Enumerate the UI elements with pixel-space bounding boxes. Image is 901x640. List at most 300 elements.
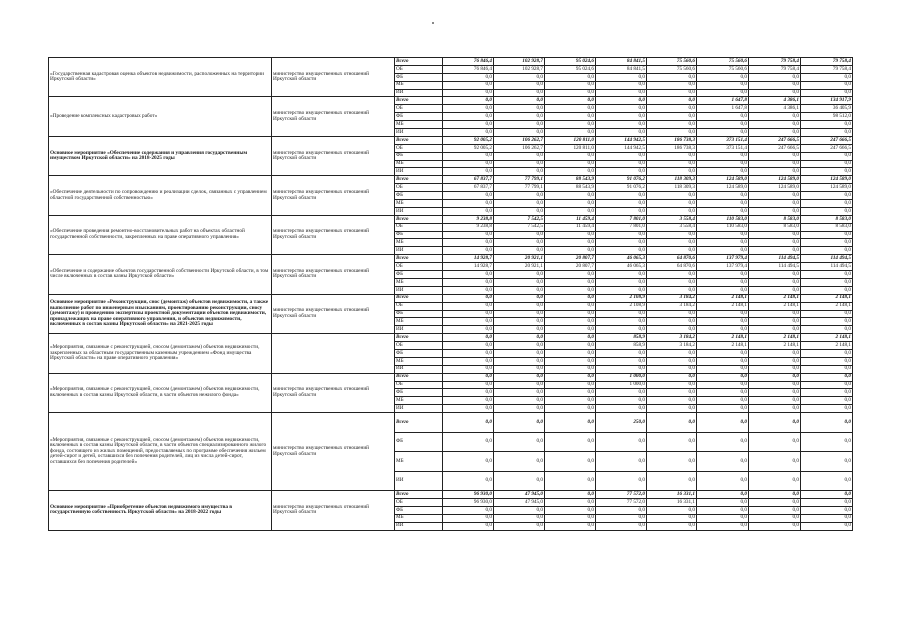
amount-cell: 0,0 (545, 397, 596, 405)
amount-cell: 0,0 (596, 81, 647, 89)
amount-cell: 0,0 (647, 405, 697, 413)
funding-source: Всего (395, 97, 443, 105)
amount-cell: 120 811,0 (545, 136, 596, 144)
amount-cell: 0,0 (749, 452, 801, 472)
amount-cell: 0,0 (443, 207, 494, 215)
amount-cell: 102 928,7 (494, 58, 545, 66)
amount-cell: 0,0 (443, 334, 494, 342)
amount-cell: 124 589,0 (749, 176, 801, 184)
amount-cell: 0,0 (749, 310, 801, 318)
amount-cell: 0,0 (443, 89, 494, 97)
amount-cell: 79 758,4 (749, 58, 801, 66)
amount-cell: 2 148,1 (749, 342, 801, 350)
amount-cell: 0,0 (596, 286, 647, 294)
amount-cell: 84 841,5 (596, 65, 647, 73)
activity-name: «Проведение комплексных кадастровых работ» (49, 97, 272, 136)
table-row (49, 373, 853, 381)
amount-cell: 0,0 (494, 121, 545, 129)
funding-source: ФБ (395, 152, 443, 160)
amount-cell: 0,0 (494, 286, 545, 294)
amount-cell: 0,0 (545, 389, 596, 397)
amount-cell: 0,0 (545, 357, 596, 365)
amount-cell: 0,0 (596, 310, 647, 318)
funding-source: Всего (395, 58, 443, 66)
amount-cell: 0,0 (647, 73, 697, 81)
amount-cell: 0,0 (697, 239, 749, 247)
funding-source: ОБ (395, 498, 443, 506)
amount-cell: 0,0 (697, 318, 749, 326)
responsible-executor: министерство имущественных отношений Иркутской области (272, 136, 395, 175)
responsible-executor: министерство имущественных отношений Иркутской области (272, 58, 395, 97)
activity-name: Основное мероприятие «Обеспечение содержания и управления государственным имуществом Иркутской области» на 2018-2025 годы (49, 136, 272, 175)
amount-cell: 0,0 (697, 471, 749, 491)
amount-cell: 0,0 (801, 271, 853, 279)
amount-cell: 4 386,1 (749, 97, 801, 105)
amount-cell: 3 184,2 (647, 334, 697, 342)
amount-cell: 0,0 (801, 160, 853, 168)
amount-cell: 0,0 (697, 310, 749, 318)
amount-cell: 0,0 (596, 152, 647, 160)
activity-name: «Государственная кадастровая оценка объектов недвижимости, расположенных на территории Иркутской области» (49, 58, 272, 97)
amount-cell: 0,0 (647, 192, 697, 200)
amount-cell: 0,0 (494, 471, 545, 491)
amount-cell: 0,0 (801, 365, 853, 373)
amount-cell: 14 928,7 (443, 255, 494, 263)
responsible-executor: министерство имущественных отношений Иркутской области (272, 255, 395, 294)
amount-cell: 8 583,0 (749, 223, 801, 231)
amount-cell: 0,0 (697, 200, 749, 208)
amount-cell: 0,0 (443, 310, 494, 318)
amount-cell: 0,0 (647, 121, 697, 129)
amount-cell: 0,0 (647, 471, 697, 491)
amount-cell: 106 262,7 (494, 144, 545, 152)
amount-cell: 47 945,0 (494, 491, 545, 499)
amount-cell: 0,0 (697, 432, 749, 452)
amount-cell: 0,0 (801, 318, 853, 326)
amount-cell: 0,0 (801, 397, 853, 405)
amount-cell: 0,0 (647, 278, 697, 286)
amount-cell: 0,0 (545, 294, 596, 302)
amount-cell: 3 558,4 (647, 223, 697, 231)
amount-cell: 0,0 (596, 452, 647, 472)
amount-cell: 46 065,3 (596, 255, 647, 263)
amount-cell: 79 758,4 (801, 65, 853, 73)
amount-cell: 0,0 (545, 413, 596, 433)
funding-source: ОБ (395, 381, 443, 389)
amount-cell: 0,0 (596, 271, 647, 279)
amount-cell: 0,0 (749, 207, 801, 215)
funding-source: МБ (395, 200, 443, 208)
amount-cell: 0,0 (545, 405, 596, 413)
amount-cell: 0,0 (647, 113, 697, 121)
amount-cell: 0,0 (494, 231, 545, 239)
amount-cell: 0,0 (494, 522, 545, 530)
responsible-executor: министерство имущественных отношений Иркутской области (272, 97, 395, 136)
amount-cell: 0,0 (749, 318, 801, 326)
amount-cell: 0,0 (545, 506, 596, 514)
amount-cell: 0,0 (443, 200, 494, 208)
amount-cell: 114 494,5 (749, 263, 801, 271)
amount-cell: 2 148,1 (749, 302, 801, 310)
amount-cell: 9 238,8 (443, 223, 494, 231)
amount-cell: 0,0 (749, 231, 801, 239)
amount-cell: 2 148,1 (801, 294, 853, 302)
amount-cell: 0,0 (494, 129, 545, 137)
amount-cell: 110 583,0 (697, 223, 749, 231)
amount-cell: 0,0 (801, 349, 853, 357)
amount-cell: 0,0 (749, 514, 801, 522)
amount-cell: 0,0 (697, 73, 749, 81)
amount-cell: 0,0 (596, 239, 647, 247)
activity-name: «Мероприятия, связанные с реконструкцией, сносом (демонтажем) объектов недвижимости, включенных в состав казны Иркутской области, в части объектов специализированного жилого фонда, состоящего из жилых помещений, предоставляемых по программе обеспечения жильем детей-сирот и детей, оставшихся без попечения родителей, лиц из числа детей-сирот, оставшихся без попечения родителей» (49, 413, 272, 491)
amount-cell: 77 572,0 (596, 491, 647, 499)
amount-cell: 0,0 (443, 160, 494, 168)
amount-cell: 0,0 (545, 334, 596, 342)
amount-cell: 0,0 (443, 168, 494, 176)
amount-cell: 0,0 (749, 381, 801, 389)
amount-cell: 0,0 (647, 326, 697, 334)
amount-cell: 0,0 (494, 247, 545, 255)
amount-cell: 0,0 (697, 89, 749, 97)
amount-cell: 247 666,5 (749, 144, 801, 152)
amount-cell: 0,0 (749, 326, 801, 334)
amount-cell: 0,0 (443, 271, 494, 279)
amount-cell: 0,0 (647, 168, 697, 176)
amount-cell: 0,0 (697, 413, 749, 433)
amount-cell: 0,0 (697, 192, 749, 200)
amount-cell: 0,0 (545, 89, 596, 97)
amount-cell: 0,0 (545, 192, 596, 200)
amount-cell: 0,0 (545, 286, 596, 294)
amount-cell: 0,0 (749, 81, 801, 89)
amount-cell: 75 560,6 (647, 58, 697, 66)
amount-cell: 0,0 (494, 389, 545, 397)
amount-cell: 2 108,9 (596, 294, 647, 302)
funding-source: Всего (395, 294, 443, 302)
funding-source: Всего (395, 215, 443, 223)
amount-cell: 110 583,0 (697, 215, 749, 223)
amount-cell: 0,0 (647, 514, 697, 522)
funding-source: ФБ (395, 271, 443, 279)
responsible-executor: министерство имущественных отношений Иркутской области (272, 373, 395, 412)
amount-cell: 0,0 (697, 349, 749, 357)
amount-cell: 0,0 (749, 506, 801, 514)
funding-source: ИИ (395, 326, 443, 334)
amount-cell: 137 979,4 (697, 263, 749, 271)
amount-cell: 8 583,0 (801, 223, 853, 231)
amount-cell: 0,0 (596, 105, 647, 113)
funding-source: ФБ (395, 432, 443, 452)
amount-cell: 0,0 (801, 498, 853, 506)
amount-cell: 0,0 (647, 247, 697, 255)
activity-name: «Обеспечение деятельности по сопровождению и реализации сделок, связанных с управлением областной государственной собственностью» (49, 176, 272, 215)
amount-cell: 0,0 (494, 381, 545, 389)
amount-cell: 0,0 (647, 286, 697, 294)
amount-cell: 0,0 (647, 271, 697, 279)
amount-cell: 0,0 (545, 152, 596, 160)
amount-cell: 0,0 (801, 278, 853, 286)
amount-cell: 0,0 (801, 121, 853, 129)
amount-cell: 0,0 (801, 129, 853, 137)
amount-cell: 0,0 (494, 506, 545, 514)
amount-cell: 0,0 (545, 342, 596, 350)
amount-cell: 0,0 (443, 349, 494, 357)
amount-cell: 92 005,2 (443, 136, 494, 144)
amount-cell: 0,0 (749, 192, 801, 200)
amount-cell: 0,0 (647, 160, 697, 168)
amount-cell: 0,0 (494, 81, 545, 89)
amount-cell: 0,0 (647, 357, 697, 365)
amount-cell: 95 024,6 (545, 58, 596, 66)
funding-source: ФБ (395, 231, 443, 239)
activity-name: «Мероприятия, связанные с реконструкцией, сносом (демонтажем) объектов недвижимости, включенных в состав казны Иркутской области, в части объектов нежилого фонда» (49, 373, 272, 412)
amount-cell: 0,0 (545, 247, 596, 255)
amount-cell: 0,0 (494, 239, 545, 247)
amount-cell: 0,0 (647, 349, 697, 357)
amount-cell: 0,0 (647, 97, 697, 105)
amount-cell: 0,0 (749, 247, 801, 255)
amount-cell: 124 589,0 (697, 176, 749, 184)
amount-cell: 91 076,2 (596, 184, 647, 192)
amount-cell: 1 647,8 (697, 97, 749, 105)
responsible-executor: министерство имущественных отношений Иркутской области (272, 413, 395, 491)
table-row (49, 294, 853, 302)
amount-cell: 0,0 (801, 168, 853, 176)
funding-source: ФБ (395, 389, 443, 397)
amount-cell: 0,0 (697, 129, 749, 137)
amount-cell: 0,0 (596, 365, 647, 373)
amount-cell: 7 801,0 (596, 215, 647, 223)
funding-source: ФБ (395, 73, 443, 81)
amount-cell: 0,0 (749, 121, 801, 129)
funding-source: Всего (395, 373, 443, 381)
amount-cell: 0,0 (443, 522, 494, 530)
funding-source: Всего (395, 136, 443, 144)
amount-cell: 0,0 (443, 413, 494, 433)
amount-cell: 77 799,1 (494, 176, 545, 184)
funding-source: МБ (395, 318, 443, 326)
amount-cell: 77 799,1 (494, 184, 545, 192)
amount-cell: 96 930,0 (443, 491, 494, 499)
amount-cell: 0,0 (647, 81, 697, 89)
amount-cell: 0,0 (801, 413, 853, 433)
funding-source: ОБ (395, 223, 443, 231)
amount-cell: 0,0 (697, 81, 749, 89)
amount-cell: 3 558,4 (647, 215, 697, 223)
activity-name: Основное мероприятие «Реконструкция, снос (демонтаж) объектов недвижимости, а также выполнение работ по инженерным изысканиям, проектированию реконструкции, сносу (демонтажу) и проведению экспертизы проектной документации объектов недвижимости, принадлежащих на праве оперативного управления, и объектов недвижимости, включенных в состав казны Иркутской области» на 2021-2025 годы (49, 294, 272, 333)
amount-cell: 0,0 (443, 97, 494, 105)
amount-cell: 0,0 (443, 357, 494, 365)
amount-cell: 1 000,0 (596, 381, 647, 389)
amount-cell: 0,0 (647, 200, 697, 208)
amount-cell: 0,0 (801, 506, 853, 514)
amount-cell: 11 459,4 (545, 223, 596, 231)
amount-cell: 0,0 (697, 271, 749, 279)
amount-cell: 0,0 (801, 405, 853, 413)
amount-cell: 8 583,0 (801, 215, 853, 223)
amount-cell: 0,0 (697, 160, 749, 168)
amount-cell: 0,0 (596, 506, 647, 514)
amount-cell: 0,0 (494, 278, 545, 286)
funding-source: Всего (395, 413, 443, 433)
amount-cell: 0,0 (749, 522, 801, 530)
funding-source: ИИ (395, 89, 443, 97)
amount-cell: 0,0 (801, 452, 853, 472)
amount-cell: 0,0 (494, 310, 545, 318)
amount-cell: 79 758,4 (801, 58, 853, 66)
amount-cell: 0,0 (494, 105, 545, 113)
amount-cell: 77 572,0 (596, 498, 647, 506)
amount-cell: 3 184,2 (647, 342, 697, 350)
amount-cell: 0,0 (749, 365, 801, 373)
amount-cell: 0,0 (596, 113, 647, 121)
amount-cell: 0,0 (494, 113, 545, 121)
amount-cell: 0,0 (749, 413, 801, 433)
amount-cell: 102 928,7 (494, 65, 545, 73)
amount-cell: 0,0 (697, 522, 749, 530)
amount-cell: 0,0 (697, 373, 749, 381)
amount-cell: 250,0 (596, 413, 647, 433)
amount-cell: 0,0 (801, 357, 853, 365)
amount-cell: 0,0 (545, 302, 596, 310)
amount-cell: 0,0 (596, 160, 647, 168)
amount-cell: 0,0 (545, 160, 596, 168)
amount-cell: 0,0 (801, 152, 853, 160)
amount-cell: 186 738,3 (647, 144, 697, 152)
amount-cell: 106 262,7 (494, 136, 545, 144)
amount-cell: 0,0 (596, 471, 647, 491)
amount-cell: 0,0 (749, 373, 801, 381)
amount-cell: 0,0 (494, 334, 545, 342)
amount-cell: 0,0 (494, 207, 545, 215)
amount-cell: 2 108,9 (596, 302, 647, 310)
funding-source: Всего (395, 176, 443, 184)
funding-source: ОБ (395, 105, 443, 113)
amount-cell: 858,9 (596, 342, 647, 350)
amount-cell: 0,0 (749, 405, 801, 413)
amount-cell: 0,0 (443, 152, 494, 160)
amount-cell: 0,0 (494, 200, 545, 208)
amount-cell: 118 309,3 (647, 184, 697, 192)
amount-cell: 2 148,1 (749, 334, 801, 342)
amount-cell: 0,0 (443, 129, 494, 137)
amount-cell: 0,0 (697, 452, 749, 472)
amount-cell: 11 459,4 (545, 215, 596, 223)
amount-cell: 0,0 (596, 129, 647, 137)
amount-cell: 124 589,0 (697, 184, 749, 192)
activity-name: «Обеспечение и содержание объектов государственной собственности Иркутской области, в том числе включенных в состав казны Иркутской области» (49, 255, 272, 294)
amount-cell: 0,0 (801, 286, 853, 294)
amount-cell: 3 184,2 (647, 302, 697, 310)
amount-cell: 373 151,4 (697, 136, 749, 144)
funding-source: МБ (395, 514, 443, 522)
amount-cell: 0,0 (494, 73, 545, 81)
amount-cell: 0,0 (647, 432, 697, 452)
funding-source: ОБ (395, 263, 443, 271)
amount-cell: 0,0 (801, 247, 853, 255)
amount-cell: 0,0 (749, 357, 801, 365)
funding-source: ФБ (395, 349, 443, 357)
amount-cell: 0,0 (596, 207, 647, 215)
amount-cell: 0,0 (545, 365, 596, 373)
funding-source: ИИ (395, 365, 443, 373)
amount-cell: 0,0 (801, 381, 853, 389)
amount-cell: 120 811,0 (545, 144, 596, 152)
amount-cell: 0,0 (545, 207, 596, 215)
amount-cell: 0,0 (494, 342, 545, 350)
table-body (49, 58, 853, 531)
amount-cell: 0,0 (545, 498, 596, 506)
amount-cell: 75 560,6 (697, 58, 749, 66)
amount-cell: 0,0 (801, 81, 853, 89)
amount-cell: 2 148,1 (749, 294, 801, 302)
amount-cell: 0,0 (443, 506, 494, 514)
amount-cell: 20 921,1 (494, 255, 545, 263)
amount-cell: 20 807,7 (545, 263, 596, 271)
amount-cell: 0,0 (801, 326, 853, 334)
amount-cell: 0,0 (697, 207, 749, 215)
table-row (49, 215, 853, 223)
amount-cell: 118 309,3 (647, 176, 697, 184)
amount-cell: 0,0 (647, 231, 697, 239)
amount-cell: 0,0 (494, 452, 545, 472)
amount-cell: 0,0 (749, 389, 801, 397)
responsible-executor (272, 334, 395, 373)
amount-cell: 7 542,5 (494, 223, 545, 231)
amount-cell: 0,0 (801, 200, 853, 208)
funding-source: ФБ (395, 310, 443, 318)
amount-cell: 0,0 (596, 278, 647, 286)
scan-speck (432, 22, 434, 24)
amount-cell: 124 589,0 (801, 176, 853, 184)
amount-cell: 0,0 (801, 522, 853, 530)
amount-cell: 247 666,5 (801, 136, 853, 144)
amount-cell: 0,0 (443, 105, 494, 113)
amount-cell: 0,0 (647, 152, 697, 160)
amount-cell: 0,0 (749, 286, 801, 294)
amount-cell: 75 560,6 (697, 65, 749, 73)
amount-cell: 0,0 (494, 97, 545, 105)
funding-source: ИИ (395, 207, 443, 215)
amount-cell: 79 758,4 (749, 65, 801, 73)
amount-cell: 0,0 (443, 192, 494, 200)
amount-cell: 0,0 (494, 152, 545, 160)
amount-cell: 0,0 (697, 491, 749, 499)
amount-cell: 0,0 (443, 294, 494, 302)
amount-cell: 0,0 (697, 286, 749, 294)
amount-cell: 88 543,9 (545, 176, 596, 184)
amount-cell: 0,0 (443, 342, 494, 350)
amount-cell: 0,0 (545, 129, 596, 137)
amount-cell: 0,0 (647, 389, 697, 397)
amount-cell: 84 841,5 (596, 58, 647, 66)
amount-cell: 1 647,8 (697, 105, 749, 113)
amount-cell: 0,0 (443, 286, 494, 294)
amount-cell: 64 870,6 (647, 263, 697, 271)
amount-cell: 124 589,0 (749, 184, 801, 192)
amount-cell: 0,0 (697, 506, 749, 514)
amount-cell: 0,0 (494, 357, 545, 365)
amount-cell: 0,0 (545, 200, 596, 208)
amount-cell: 92 005,2 (443, 144, 494, 152)
amount-cell: 1 000,0 (596, 373, 647, 381)
amount-cell: 75 560,6 (647, 65, 697, 73)
amount-cell: 0,0 (596, 326, 647, 334)
amount-cell: 0,0 (697, 365, 749, 373)
funding-source: ОБ (395, 184, 443, 192)
amount-cell: 0,0 (596, 389, 647, 397)
amount-cell: 0,0 (596, 432, 647, 452)
